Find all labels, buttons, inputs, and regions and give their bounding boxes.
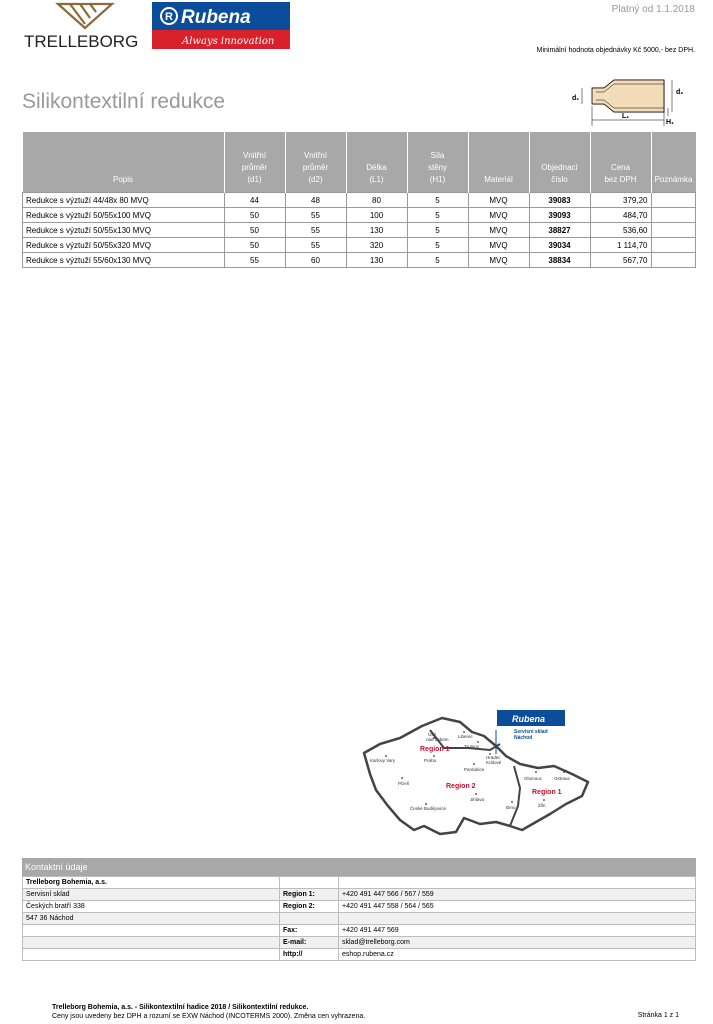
cell-order-number: 39093 <box>529 208 590 223</box>
map-region1-east: Region 1 <box>532 789 562 796</box>
cell-price: 379,20 <box>590 193 651 208</box>
col-header-popis: Popis <box>23 132 225 193</box>
city-hradec: Hradec <box>486 755 501 760</box>
cell-popis: Redukce s výztuží 50/55x320 MVQ <box>23 238 225 253</box>
cell-d2: 55 <box>285 238 346 253</box>
cell-material: MVQ <box>468 253 529 268</box>
contact-row <box>23 901 696 913</box>
contact-key: Region 1: <box>280 889 339 901</box>
col-header-h1 <box>407 132 468 193</box>
city-brno: Brno <box>506 805 516 810</box>
cell-l1: 130 <box>346 253 407 268</box>
col-header-price <box>590 132 651 193</box>
diagram-h1-label: H₁ <box>666 119 674 126</box>
contact-heading: Kontaktní údaje <box>22 858 696 876</box>
cell-order-number: 39083 <box>529 193 590 208</box>
cell-d1: 50 <box>224 208 285 223</box>
cell-note <box>651 238 696 253</box>
col-header-d2-line: průměr <box>302 163 329 172</box>
contact-row <box>23 877 696 889</box>
contact-value <box>339 877 696 889</box>
min-order-note: Minimální hodnota objednávky Kč 5000,- bez DPH. <box>536 47 695 54</box>
cell-order-number: 38834 <box>529 253 590 268</box>
col-header-l1-line: Délka <box>366 163 387 172</box>
city-trutnov: Trutnov <box>464 744 480 749</box>
cell-h1: 5 <box>407 238 468 253</box>
contact-left: Českých bratří 338 <box>23 901 280 913</box>
cell-note <box>651 193 696 208</box>
cell-note <box>651 253 696 268</box>
rubena-logo <box>152 2 290 49</box>
cell-order-number: 38827 <box>529 223 590 238</box>
contact-value: +420 491 447 558 / 564 / 565 <box>339 901 696 913</box>
col-header-d2-line: (d2) <box>308 175 323 184</box>
contact-row <box>23 937 696 949</box>
city-usti: Ústí <box>428 732 437 737</box>
cell-note <box>651 208 696 223</box>
contact-value <box>339 913 696 925</box>
cell-d1: 44 <box>224 193 285 208</box>
contact-value: +420 491 447 566 / 567 / 559 <box>339 889 696 901</box>
cell-popis: Redukce s výztuží 50/55x130 MVQ <box>23 223 225 238</box>
cell-l1: 100 <box>346 208 407 223</box>
cell-material: MVQ <box>468 238 529 253</box>
col-header-obj-line: číslo <box>551 175 568 184</box>
contact-row <box>23 889 696 901</box>
cell-material: MVQ <box>468 223 529 238</box>
rubena-slogan: Always innovation <box>182 36 275 47</box>
city-hradec-2: Králové <box>486 760 502 765</box>
trelleborg-wordmark: TRELLEBORG <box>24 32 139 51</box>
page-number: Stránka 1 z 1 <box>637 1012 679 1019</box>
svg-text:R: R <box>165 11 173 23</box>
col-header-h1-line: Síla <box>430 151 445 160</box>
diagram-d2-label: d₂ <box>676 89 684 96</box>
contact-key: E-mail: <box>280 937 339 949</box>
contact-left <box>23 937 280 949</box>
cell-price: 1 114,70 <box>590 238 651 253</box>
map-service-line1: Servisní sklad <box>514 729 548 735</box>
diagram-d1-label: d₁ <box>572 95 580 102</box>
contact-left: 547 36 Náchod <box>23 913 280 925</box>
col-header-d1-line: Vnitřní <box>242 151 267 160</box>
contact-key: Fax: <box>280 925 339 937</box>
city-liberec: Liberec <box>458 734 473 739</box>
cell-popis: Redukce s výztuží 44/48x 80 MVQ <box>23 193 225 208</box>
city-praha: Praha <box>424 758 437 763</box>
cell-price: 484,70 <box>590 208 651 223</box>
contact-key: Region 2: <box>280 901 339 913</box>
contact-section <box>22 858 696 961</box>
cell-l1: 80 <box>346 193 407 208</box>
city-budejovice: České Budějovice <box>410 806 447 811</box>
cell-d2: 55 <box>285 223 346 238</box>
col-header-d1-line: (d1) <box>247 175 262 184</box>
city-plzen: Plzeň <box>398 781 410 786</box>
col-header-l1-line: (L1) <box>369 175 384 184</box>
cell-material: MVQ <box>468 193 529 208</box>
col-header-h1-line: (H1) <box>429 175 446 184</box>
cell-d2: 48 <box>285 193 346 208</box>
col-header-note: Poznámka <box>651 132 696 193</box>
col-header-price-line: Cena <box>610 163 631 172</box>
contact-left: Servisní sklad <box>23 889 280 901</box>
col-header-d1-line: průměr <box>241 163 268 172</box>
col-header-l1 <box>346 132 407 193</box>
table-row <box>23 238 696 253</box>
col-header-obj-line: Objednací <box>541 163 578 172</box>
cell-d1: 50 <box>224 223 285 238</box>
table-row <box>23 193 696 208</box>
cell-d2: 60 <box>285 253 346 268</box>
reducer-dimension-diagram <box>572 66 694 128</box>
table-header-row <box>23 132 696 193</box>
table-row <box>23 223 696 238</box>
contact-key <box>280 877 339 889</box>
contact-left <box>23 925 280 937</box>
cell-d2: 55 <box>285 208 346 223</box>
czech-region-map <box>360 708 595 838</box>
footer-note: Ceny jsou uvedeny bez DPH a rozumí se EXW Náchod (INCOTERMS 2000). Změna cen vyhrazena. <box>52 1013 366 1020</box>
contact-left <box>23 949 280 961</box>
contact-row <box>23 925 696 937</box>
city-usti-2: nad Labem <box>426 737 449 742</box>
city-jihlava: Jihlava <box>470 797 485 802</box>
cell-h1: 5 <box>407 208 468 223</box>
map-region2: Region 2 <box>446 783 476 790</box>
cell-d1: 55 <box>224 253 285 268</box>
map-service-line2: Náchod <box>514 735 533 741</box>
city-pardubice: Pardubice <box>464 767 485 772</box>
cell-popis: Redukce s výztuží 50/55x100 MVQ <box>23 208 225 223</box>
table-row <box>23 253 696 268</box>
city-olomouc: Olomouc <box>524 776 543 781</box>
cell-h1: 5 <box>407 223 468 238</box>
contact-row <box>23 949 696 961</box>
cell-popis: Redukce s výztuží 55/60x130 MVQ <box>23 253 225 268</box>
cell-d1: 50 <box>224 238 285 253</box>
col-header-obj <box>529 132 590 193</box>
footer-title: Trelleborg Bohemia, a.s. - Silikontextilní hadice 2018 / Silikontextilní redukce. <box>52 1004 309 1011</box>
cell-h1: 5 <box>407 253 468 268</box>
cell-h1: 5 <box>407 193 468 208</box>
col-header-price-line: bez DPH <box>604 175 637 184</box>
city-ostrava: Ostrava <box>554 776 570 781</box>
contact-key <box>280 913 339 925</box>
cell-price: 536,60 <box>590 223 651 238</box>
col-header-d2-line: Vnitřní <box>303 151 328 160</box>
contact-table <box>22 876 696 961</box>
cell-price: 567,70 <box>590 253 651 268</box>
cell-material: MVQ <box>468 208 529 223</box>
rubena-wordmark: Rubena <box>181 7 251 28</box>
col-header-h1-line: stěny <box>427 163 448 172</box>
map-brand: Rubena <box>512 714 546 724</box>
contact-email[interactable]: sklad@trelleborg.com <box>339 937 696 949</box>
col-header-d2 <box>285 132 346 193</box>
contact-value: +420 491 447 569 <box>339 925 696 937</box>
diagram-l1-label: L₁ <box>622 113 630 120</box>
city-karlovy: Karlovy Vary <box>370 758 396 763</box>
contact-key: http:// <box>280 949 339 961</box>
contact-row <box>23 913 696 925</box>
page-title: Silikontextilní redukce <box>22 90 226 113</box>
cell-order-number: 39034 <box>529 238 590 253</box>
cell-l1: 320 <box>346 238 407 253</box>
col-header-d1 <box>224 132 285 193</box>
product-table <box>22 132 696 268</box>
table-row <box>23 208 696 223</box>
valid-from: Platný od 1.1.2018 <box>611 4 695 15</box>
cell-l1: 130 <box>346 223 407 238</box>
cell-note <box>651 223 696 238</box>
contact-left: Trelleborg Bohemia, a.s. <box>23 877 280 889</box>
contact-website[interactable]: eshop.rubena.cz <box>339 949 696 961</box>
city-zlin: Zlín <box>538 803 546 808</box>
map-region1-west: Region 1 <box>420 746 450 753</box>
col-header-material: Materiál <box>468 132 529 193</box>
